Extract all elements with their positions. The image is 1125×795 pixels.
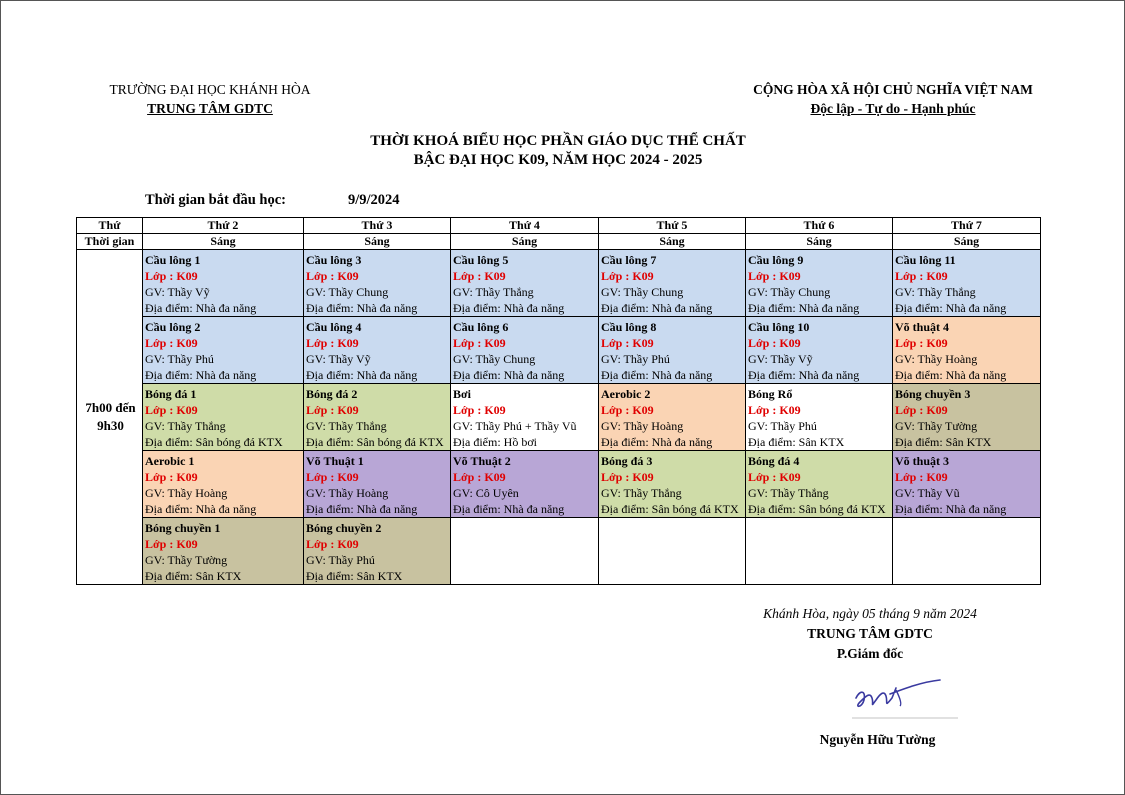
class-code: Lớp : K09 bbox=[748, 336, 801, 350]
empty-cell bbox=[893, 518, 1041, 585]
title-line2: BẬC ĐẠI HỌC K09, NĂM HỌC 2024 - 2025 bbox=[413, 152, 703, 168]
class-code: Lớp : K09 bbox=[306, 269, 359, 283]
timetable-body bbox=[77, 250, 1041, 585]
location: Địa điểm: Nhà đa năng bbox=[748, 301, 860, 315]
location: Địa điểm: Nhà đa năng bbox=[306, 301, 418, 315]
class-code: Lớp : K09 bbox=[306, 336, 359, 350]
teacher: GV: Thầy Hoàng bbox=[895, 352, 978, 366]
location: Địa điểm: Nhà đa năng bbox=[145, 368, 257, 382]
class-code: Lớp : K09 bbox=[601, 336, 654, 350]
day-header: Thứ 3 bbox=[304, 218, 451, 234]
teacher: GV: Thầy Vỹ bbox=[748, 352, 813, 366]
course-name: Cầu lông 9 bbox=[748, 253, 804, 267]
location: Địa điểm: Nhà đa năng bbox=[145, 502, 257, 516]
session-header: Sáng bbox=[451, 234, 599, 250]
teacher: GV: Thầy Vũ bbox=[895, 486, 960, 500]
teacher: GV: Thầy Chung bbox=[306, 285, 389, 299]
class-cell bbox=[599, 250, 746, 317]
class-code: Lớp : K09 bbox=[145, 537, 198, 551]
class-cell bbox=[143, 250, 304, 317]
start-label: Thời gian bắt đầu học: bbox=[145, 192, 286, 208]
class-cell bbox=[599, 384, 746, 451]
class-cell bbox=[893, 250, 1041, 317]
location: Địa điểm: Sân KTX bbox=[748, 435, 845, 449]
teacher: GV: Thầy Chung bbox=[453, 352, 536, 366]
course-name: Bơi bbox=[453, 387, 471, 401]
class-code: Lớp : K09 bbox=[601, 470, 654, 484]
teacher: GV: Thầy Phú + Thầy Vũ bbox=[453, 419, 577, 433]
center-name: TRUNG TÂM GDTC bbox=[147, 101, 273, 116]
class-cell bbox=[451, 384, 599, 451]
class-code: Lớp : K09 bbox=[145, 470, 198, 484]
signature-block bbox=[745, 604, 995, 664]
location: Địa điểm: Nhà đa năng bbox=[601, 368, 713, 382]
corner-time-label: Thời gian bbox=[77, 234, 143, 250]
class-code: Lớp : K09 bbox=[601, 403, 654, 417]
class-cell bbox=[304, 518, 451, 585]
class-code: Lớp : K09 bbox=[895, 269, 948, 283]
class-cell bbox=[143, 518, 304, 585]
class-cell bbox=[893, 451, 1041, 518]
class-cell bbox=[143, 317, 304, 384]
class-cell bbox=[304, 250, 451, 317]
teacher: GV: Thầy Thắng bbox=[306, 419, 387, 433]
university-name: TRƯỜNG ĐẠI HỌC KHÁNH HÒA bbox=[109, 82, 311, 97]
location: Địa điểm: Nhà đa năng bbox=[601, 301, 713, 315]
class-code: Lớp : K09 bbox=[453, 470, 506, 484]
location: Địa điểm: Nhà đa năng bbox=[748, 368, 860, 382]
motto: Độc lập - Tự do - Hạnh phúc bbox=[810, 101, 976, 116]
class-code: Lớp : K09 bbox=[601, 269, 654, 283]
class-cell bbox=[746, 317, 893, 384]
location: Địa điểm: Sân bóng đá KTX bbox=[601, 502, 739, 516]
location: Địa điểm: Sân bóng đá KTX bbox=[306, 435, 444, 449]
header-right bbox=[745, 80, 1041, 118]
class-cell bbox=[304, 384, 451, 451]
day-header: Thứ 4 bbox=[451, 218, 599, 234]
day-header: Thứ 6 bbox=[746, 218, 893, 234]
class-code: Lớp : K09 bbox=[306, 537, 359, 551]
class-code: Lớp : K09 bbox=[453, 269, 506, 283]
course-name: Cầu lông 11 bbox=[895, 253, 956, 267]
class-cell bbox=[599, 451, 746, 518]
course-name: Bóng đá 2 bbox=[306, 387, 358, 401]
teacher: GV: Thầy Thắng bbox=[601, 486, 682, 500]
location: Địa điểm: Nhà đa năng bbox=[145, 301, 257, 315]
class-code: Lớp : K09 bbox=[748, 269, 801, 283]
location: Địa điểm: Nhà đa năng bbox=[453, 301, 565, 315]
location: Địa điểm: Sân KTX bbox=[306, 569, 403, 583]
teacher: GV: Thầy Vỹ bbox=[145, 285, 210, 299]
course-name: Võ thuật 3 bbox=[895, 454, 950, 468]
course-name: Cầu lông 8 bbox=[601, 320, 657, 334]
location: Địa điểm: Nhà đa năng bbox=[453, 368, 565, 382]
day-header: Thứ 5 bbox=[599, 218, 746, 234]
course-name: Cầu lông 7 bbox=[601, 253, 657, 267]
start-date-row bbox=[145, 192, 400, 209]
class-code: Lớp : K09 bbox=[145, 269, 198, 283]
teacher: GV: Thầy Phú bbox=[748, 419, 817, 433]
location: Địa điểm: Nhà đa năng bbox=[895, 301, 1007, 315]
session-header-row bbox=[77, 234, 1041, 250]
class-cell bbox=[893, 317, 1041, 384]
course-name: Cầu lông 10 bbox=[748, 320, 810, 334]
course-name: Bóng chuyền 2 bbox=[306, 521, 382, 535]
course-name: Bóng đá 4 bbox=[748, 454, 800, 468]
teacher: GV: Thầy Phú bbox=[306, 553, 375, 567]
location: Địa điểm: Nhà đa năng bbox=[453, 502, 565, 516]
teacher: GV: Thầy Thắng bbox=[145, 419, 226, 433]
teacher: GV: Thầy Phú bbox=[601, 352, 670, 366]
session-header: Sáng bbox=[893, 234, 1041, 250]
teacher: GV: Thầy Tường bbox=[895, 419, 978, 433]
location: Địa điểm: Sân KTX bbox=[145, 569, 242, 583]
sign-date: Khánh Hòa, ngày 05 tháng 9 năm 2024 bbox=[763, 606, 977, 621]
course-name: Bóng chuyền 1 bbox=[145, 521, 221, 535]
location: Địa điểm: Hồ bơi bbox=[453, 435, 537, 449]
handwritten-signature bbox=[850, 668, 960, 720]
course-name: Bóng đá 1 bbox=[145, 387, 197, 401]
schedule-row bbox=[77, 250, 1041, 317]
class-code: Lớp : K09 bbox=[895, 336, 948, 350]
teacher: GV: Thầy Thắng bbox=[895, 285, 976, 299]
course-name: Võ Thuật 1 bbox=[306, 454, 364, 468]
course-name: Cầu lông 1 bbox=[145, 253, 201, 267]
start-value: 9/9/2024 bbox=[348, 192, 400, 208]
class-code: Lớp : K09 bbox=[748, 403, 801, 417]
teacher: GV: Thầy Chung bbox=[601, 285, 684, 299]
teacher: GV: Thầy Thắng bbox=[453, 285, 534, 299]
location: Địa điểm: Nhà đa năng bbox=[601, 435, 713, 449]
course-name: Bóng chuyền 3 bbox=[895, 387, 971, 401]
class-code: Lớp : K09 bbox=[895, 470, 948, 484]
course-name: Cầu lông 4 bbox=[306, 320, 362, 334]
course-name: Cầu lông 2 bbox=[145, 320, 201, 334]
location: Địa điểm: Nhà đa năng bbox=[306, 502, 418, 516]
teacher: GV: Thầy Hoàng bbox=[601, 419, 684, 433]
day-header: Thứ 2 bbox=[143, 218, 304, 234]
course-name: Cầu lông 3 bbox=[306, 253, 362, 267]
class-code: Lớp : K09 bbox=[453, 336, 506, 350]
class-cell bbox=[746, 384, 893, 451]
class-code: Lớp : K09 bbox=[306, 403, 359, 417]
location: Địa điểm: Nhà đa năng bbox=[895, 502, 1007, 516]
class-code: Lớp : K09 bbox=[895, 403, 948, 417]
empty-cell bbox=[746, 518, 893, 585]
empty-cell bbox=[451, 518, 599, 585]
class-cell bbox=[599, 317, 746, 384]
class-cell bbox=[304, 451, 451, 518]
class-cell bbox=[746, 250, 893, 317]
class-cell bbox=[746, 451, 893, 518]
sign-org: TRUNG TÂM GDTC bbox=[807, 626, 933, 641]
class-cell bbox=[451, 317, 599, 384]
course-name: Cầu lông 5 bbox=[453, 253, 509, 267]
course-name: Bóng đá 3 bbox=[601, 454, 653, 468]
teacher: GV: Thầy Thắng bbox=[748, 486, 829, 500]
teacher: GV: Thầy Tường bbox=[145, 553, 228, 567]
course-name: Aerobic 2 bbox=[601, 387, 651, 401]
timetable bbox=[76, 217, 1041, 585]
course-name: Bóng Rổ bbox=[748, 387, 793, 401]
session-header: Sáng bbox=[143, 234, 304, 250]
class-code: Lớp : K09 bbox=[306, 470, 359, 484]
teacher: GV: Thầy Hoàng bbox=[145, 486, 228, 500]
class-cell bbox=[143, 451, 304, 518]
class-cell bbox=[304, 317, 451, 384]
location: Địa điểm: Nhà đa năng bbox=[895, 368, 1007, 382]
corner-day-label: Thứ bbox=[77, 218, 143, 234]
class-cell bbox=[143, 384, 304, 451]
location: Địa điểm: Nhà đa năng bbox=[306, 368, 418, 382]
teacher: GV: Thầy Chung bbox=[748, 285, 831, 299]
course-name: Cầu lông 6 bbox=[453, 320, 509, 334]
day-header: Thứ 7 bbox=[893, 218, 1041, 234]
course-name: Võ thuật 4 bbox=[895, 320, 950, 334]
country-name: CỘNG HÒA XÃ HỘI CHỦ NGHĨA VIỆT NAM bbox=[753, 82, 1033, 97]
class-cell bbox=[451, 451, 599, 518]
session-header: Sáng bbox=[746, 234, 893, 250]
teacher: GV: Thầy Hoàng bbox=[306, 486, 389, 500]
schedule-row bbox=[77, 384, 1041, 451]
day-header-row bbox=[77, 218, 1041, 234]
class-code: Lớp : K09 bbox=[748, 470, 801, 484]
session-header: Sáng bbox=[304, 234, 451, 250]
location: Địa điểm: Sân bóng đá KTX bbox=[145, 435, 283, 449]
teacher: GV: Thầy Phú bbox=[145, 352, 214, 366]
class-code: Lớp : K09 bbox=[453, 403, 506, 417]
signer-name: Nguyễn Hữu Tường bbox=[819, 732, 936, 747]
document-title bbox=[280, 132, 836, 170]
teacher: GV: Cô Uyên bbox=[453, 486, 519, 500]
course-name: Aerobic 1 bbox=[145, 454, 195, 468]
teacher: GV: Thầy Vỹ bbox=[306, 352, 371, 366]
location: Địa điểm: Sân KTX bbox=[895, 435, 992, 449]
session-header: Sáng bbox=[599, 234, 746, 250]
header-left bbox=[80, 80, 340, 118]
class-cell bbox=[451, 250, 599, 317]
class-code: Lớp : K09 bbox=[145, 336, 198, 350]
title-line1: THỜI KHOÁ BIỂU HỌC PHẦN GIÁO DỤC THỂ CHẤT bbox=[370, 133, 746, 149]
schedule-row bbox=[77, 518, 1041, 585]
sign-role: P.Giám đốc bbox=[836, 646, 904, 661]
time-slot: 7h00 đến 9h30 bbox=[77, 250, 143, 585]
empty-cell bbox=[599, 518, 746, 585]
class-cell bbox=[893, 384, 1041, 451]
course-name: Võ Thuật 2 bbox=[453, 454, 511, 468]
location: Địa điểm: Sân bóng đá KTX bbox=[748, 502, 886, 516]
schedule-row bbox=[77, 451, 1041, 518]
schedule-row bbox=[77, 317, 1041, 384]
class-code: Lớp : K09 bbox=[145, 403, 198, 417]
